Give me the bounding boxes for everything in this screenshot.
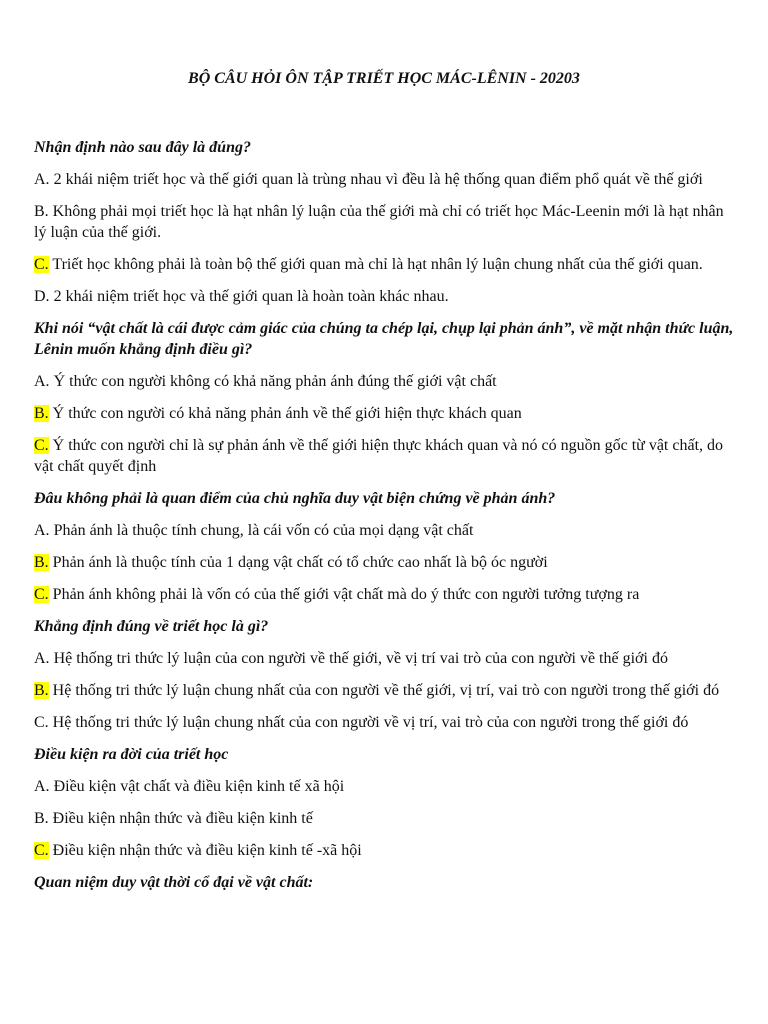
- answer-option-2c: [34, 435, 740, 477]
- answer-option-3c: [34, 584, 740, 605]
- answer-option-1d: [34, 286, 740, 307]
- answer-option-4c: [34, 712, 740, 733]
- option-letter: C.: [34, 714, 49, 731]
- option-text: Không phải mọi triết học là hạt nhân lý luận của thế giới mà chỉ có triết học Mác-Leenin mới là hạt nhân lý luận của thế giới.: [34, 203, 724, 241]
- answer-option-2a: [34, 371, 740, 392]
- answer-option-1a: [34, 169, 740, 190]
- answer-option-5b: [34, 808, 740, 829]
- option-text: 2 khái niệm triết học và thế giới quan là trùng nhau vì đều là hệ thống quan điểm phổ quát về thế giới: [49, 171, 703, 188]
- option-text: Hệ thống tri thức lý luận của con người về thế giới, về vị trí vai trò của con người về thế giới đó: [49, 650, 668, 667]
- option-letter-highlighted: C.: [34, 842, 49, 859]
- option-text: Hệ thống tri thức lý luận chung nhất của con người về thế giới, vị trí, vai trò con người trong thế giới đó: [48, 682, 720, 699]
- answer-option-3a: [34, 520, 740, 541]
- option-text: Phản ánh là thuộc tính của 1 dạng vật chất có tổ chức cao nhất là bộ óc người: [48, 554, 548, 571]
- option-letter-highlighted: B.: [34, 405, 49, 422]
- option-text: 2 khái niệm triết học và thế giới quan là hoàn toàn khác nhau.: [49, 288, 449, 305]
- answer-option-4b: [34, 680, 740, 701]
- answer-option-3b: [34, 552, 740, 573]
- option-letter: A.: [34, 373, 50, 390]
- question-3: Đâu không phải là quan điểm của chủ nghĩa duy vật biện chứng về phản ánh?: [34, 490, 556, 507]
- option-letter-highlighted: B.: [34, 554, 49, 571]
- answer-option-2b: [34, 403, 740, 424]
- option-letter: A.: [34, 650, 50, 667]
- option-text: Phản ánh không phải là vốn có của thế giới vật chất mà do ý thức con người tưởng tượng ra: [48, 586, 640, 603]
- option-text: Điều kiện nhận thức và điều kiện kinh tế: [48, 810, 313, 827]
- option-letter-highlighted: C.: [34, 586, 49, 603]
- option-text: Ý thức con người có khả năng phản ánh về thế giới hiện thực khách quan: [48, 405, 522, 422]
- option-letter-highlighted: B.: [34, 682, 49, 699]
- option-text: Triết học không phải là toàn bộ thế giới quan mà chỉ là hạt nhân lý luận chung nhất của thế giới quan.: [48, 256, 703, 273]
- answer-option-1b: [34, 201, 740, 243]
- option-letter-highlighted: C.: [34, 437, 49, 454]
- option-letter: B.: [34, 203, 49, 220]
- option-text: Ý thức con người chỉ là sự phản ánh về thế giới hiện thực khách quan và nó có nguồn gốc từ vật chất, do vật chất quyết định: [34, 437, 724, 475]
- answer-option-4a: [34, 648, 740, 669]
- option-letter: D.: [34, 288, 50, 305]
- question-4: Khẳng định đúng về triết học là gì?: [34, 618, 269, 635]
- option-letter: A.: [34, 522, 50, 539]
- question-5: Điều kiện ra đời của triết học: [34, 746, 229, 763]
- option-letter: B.: [34, 810, 49, 827]
- option-text: Điều kiện nhận thức và điều kiện kinh tế -xã hội: [48, 842, 362, 859]
- document-title: BỘ CÂU HỎI ÔN TẬP TRIẾT HỌC MÁC-LÊNIN - 20203: [188, 70, 580, 87]
- question-6: Quan niệm duy vật thời cổ đại về vật chất:: [34, 874, 314, 891]
- option-letter: A.: [34, 778, 50, 795]
- question-1: Nhận định nào sau đây là đúng?: [34, 139, 251, 156]
- answer-option-1c: [34, 254, 740, 275]
- question-2: Khi nói “vật chất là cái được cảm giác của chúng ta chép lại, chụp lại phản ánh”, về mặt nhận thức luận, Lênin muốn khẳng định điều gì?: [34, 320, 734, 358]
- option-text: Hệ thống tri thức lý luận chung nhất của con người về vị trí, vai trò của con người trong thế giới đó: [48, 714, 689, 731]
- option-text: Điều kiện vật chất và điều kiện kinh tế xã hội: [49, 778, 345, 795]
- option-letter-highlighted: C.: [34, 256, 49, 273]
- answer-option-5c: [34, 840, 740, 861]
- option-text: Ý thức con người không có khả năng phản ánh đúng thế giới vật chất: [49, 373, 497, 390]
- option-letter: A.: [34, 171, 50, 188]
- question-list: [34, 137, 740, 904]
- answer-option-5a: [34, 776, 740, 797]
- option-text: Phản ánh là thuộc tính chung, là cái vốn có của mọi dạng vật chất: [49, 522, 474, 539]
